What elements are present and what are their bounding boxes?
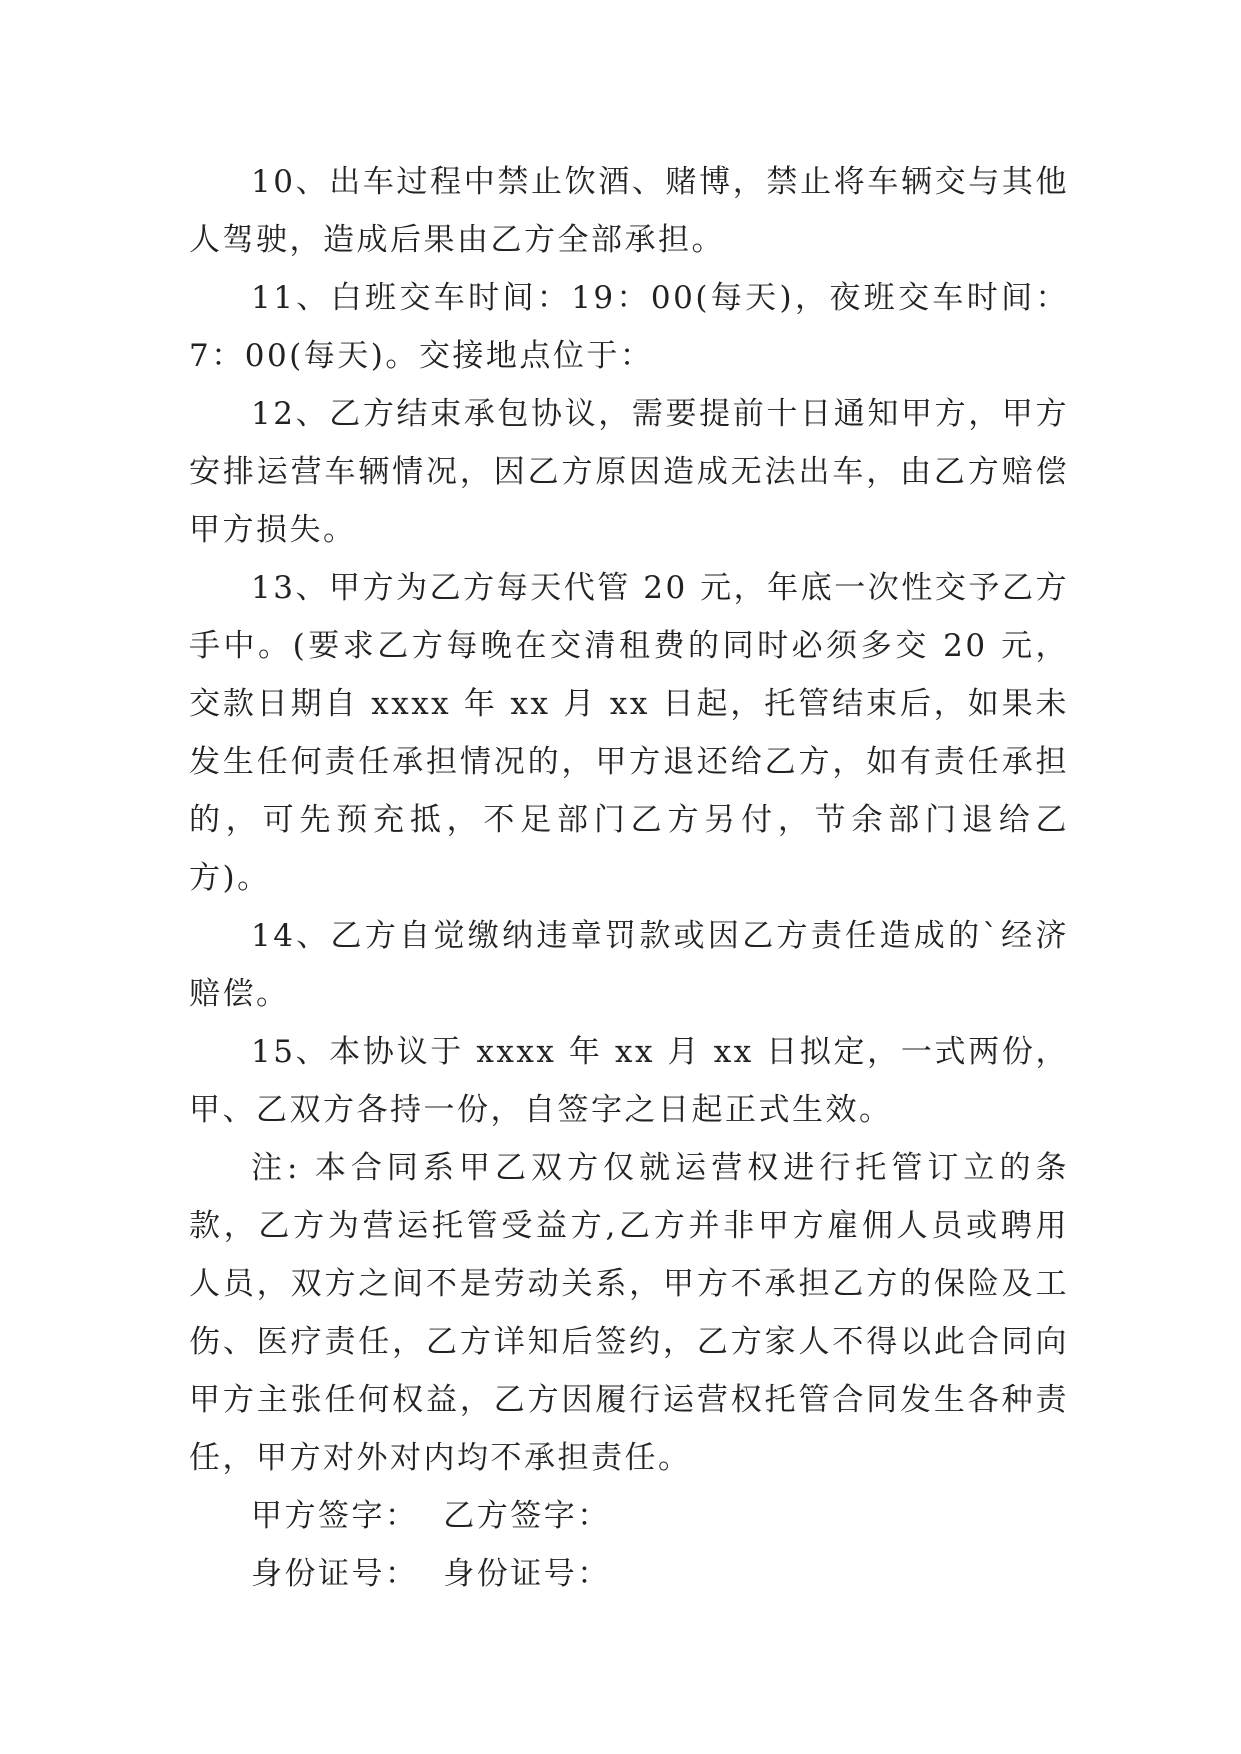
document-body (189, 153, 1069, 1603)
signature-line: 甲方签字： 乙方签字： (251, 1498, 611, 1534)
clause-12: 12、乙方结束承包协议，需要提前十日通知甲方，甲方安排运营车辆情况，因乙方原因造成无法出车，由乙方赔偿甲方损失。 (189, 396, 1069, 548)
clause-15: 15、本协议于 xxxx 年 xx 月 xx 日拟定，一式两份，甲、乙双方各持一份，自签字之日起正式生效。 (189, 1034, 1069, 1128)
clause-13: 13、甲方为乙方每天代管 20 元，年底一次性交予乙方手中。(要求乙方每晚在交清租费的同时必须多交 20 元，交款日期自 xxxx 年 xx 月 xx 日起，托管结束后，如果未发生任何责任承担情况的，甲方退还给乙方，如有责任承担的，可先预充抵，不足部门乙方另付，节余部门退给乙方)。 (189, 570, 1069, 896)
id-number-line: 身份证号： 身份证号： (251, 1556, 611, 1592)
clause-11: 11、白班交车时间：19：00(每天)，夜班交车时间：7：00(每天)。交接地点位于： (189, 280, 1069, 374)
note-paragraph: 注: 本合同系甲乙双方仅就运营权进行托管订立的条款，乙方为营运托管受益方,乙方并非甲方雇佣人员或聘用人员，双方之间不是劳动关系，甲方不承担乙方的保险及工伤、医疗责任，乙方详知后签约，乙方家人不得以此合同向甲方主张任何权益，乙方因履行运营权托管合同发生各种责任，甲方对外对内均不承担责任。 (189, 1150, 1069, 1476)
clause-14: 14、乙方自觉缴纳违章罚款或因乙方责任造成的`经济赔偿。 (189, 918, 1069, 1012)
clause-10: 10、出车过程中禁止饮酒、赌博，禁止将车辆交与其他人驾驶，造成后果由乙方全部承担。 (189, 164, 1069, 258)
